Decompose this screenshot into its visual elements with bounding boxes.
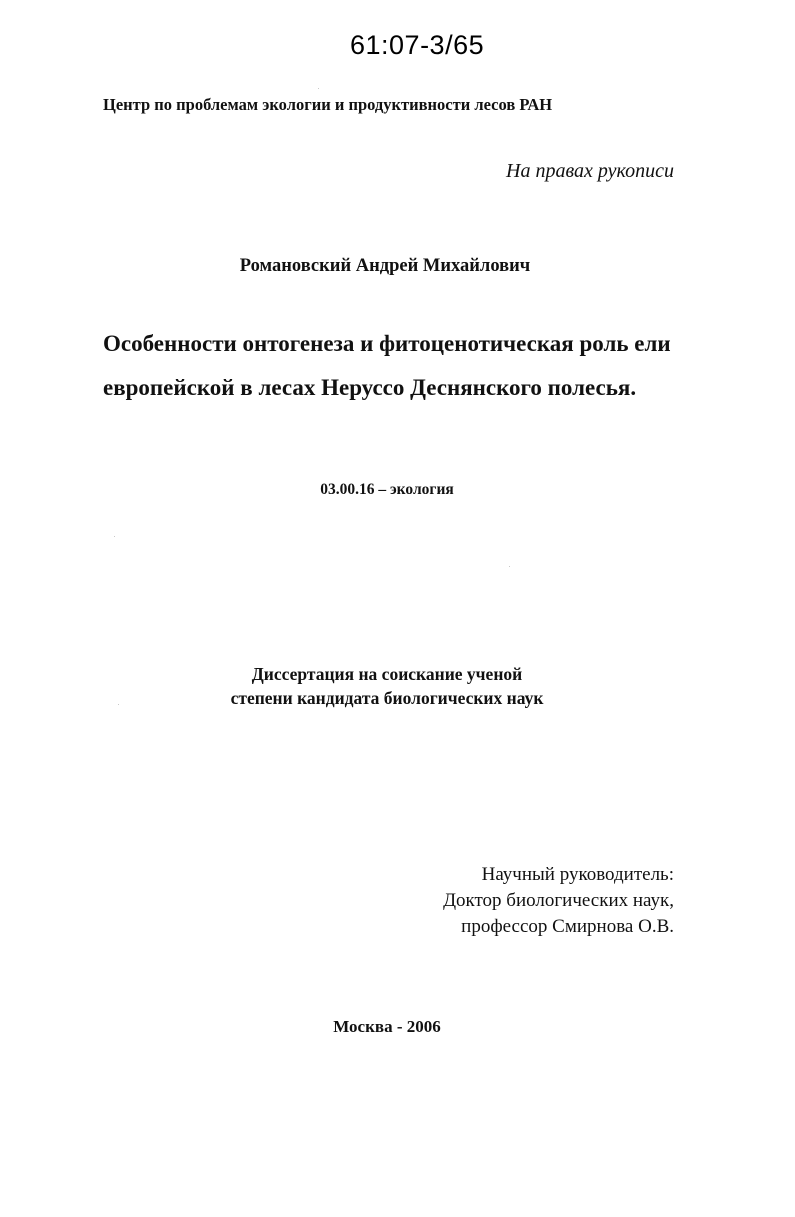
supervisor-line: Доктор биологических наук,: [443, 890, 674, 911]
scan-speck: [318, 88, 319, 89]
title-line: Особенности онтогенеза и фитоценотическая роль ели: [103, 331, 671, 356]
degree-line: Диссертация на соискание ученой: [251, 664, 523, 684]
supervisor-line: профессор Смирнова О.В.: [461, 916, 674, 937]
scan-speck: [114, 536, 115, 537]
author-name: Романовский Андрей Михайлович: [239, 256, 531, 276]
supervisor-block: [443, 862, 674, 940]
institution-name: Центр по проблемам экологии и продуктивности лесов РАН: [103, 95, 553, 114]
supervisor-line: Научный руководитель:: [481, 864, 674, 885]
scan-speck: [118, 704, 119, 705]
catalog-stamp: 61:07-3/65: [350, 30, 485, 60]
manuscript-rights-note: На правах рукописи: [506, 160, 674, 182]
degree-line: степени кандидата биологических наук: [230, 688, 544, 708]
city-year: Москва - 2006: [333, 1017, 441, 1036]
scan-speck: [509, 566, 510, 567]
degree-statement: [0, 662, 774, 710]
dissertation-title: [103, 322, 703, 410]
title-line: европейской в лесах Неруссо Деснянского полесья.: [103, 375, 637, 400]
specialty-code: 03.00.16 – экология: [320, 481, 454, 498]
